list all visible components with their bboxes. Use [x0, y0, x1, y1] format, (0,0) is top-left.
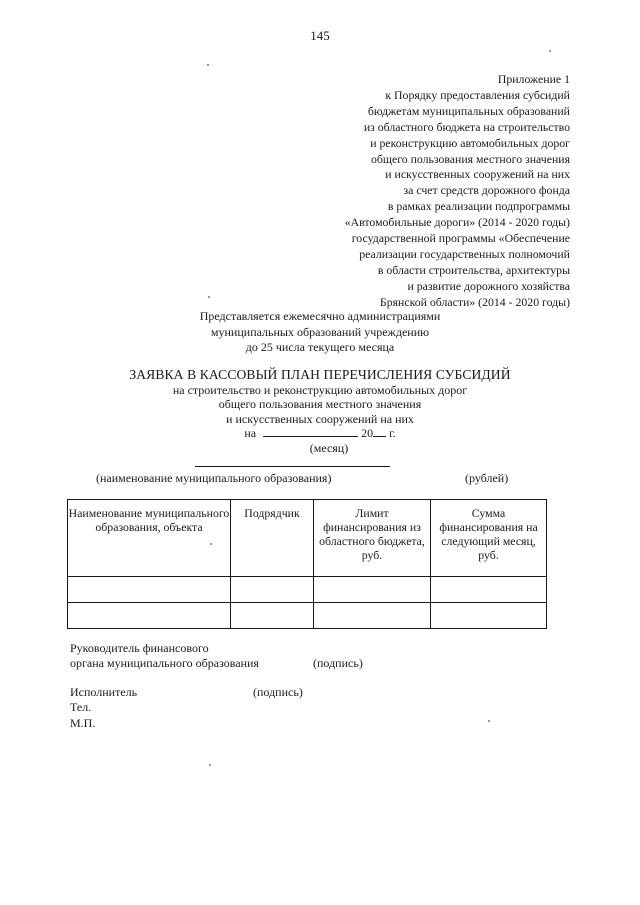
scan-speck	[209, 764, 211, 766]
scan-speck	[549, 50, 551, 52]
seal-label: М.П.	[70, 716, 96, 730]
table-cell[interactable]	[231, 577, 314, 603]
title-line: и искусственных сооружений на них	[226, 411, 414, 426]
year-blank-field[interactable]	[373, 426, 386, 437]
scan-speck	[210, 543, 212, 545]
submission-note	[0, 309, 640, 356]
appendix-line: из областного бюджета на строительство	[363, 119, 570, 134]
appendix-line: общего пользования местного значения	[370, 151, 570, 166]
document-title: ЗАЯВКА В КАССОВЫЙ ПЛАН ПЕРЕЧИСЛЕНИЯ СУБСИДИЙ	[129, 367, 511, 382]
appendix-line: за счет средств дорожного фонда	[403, 183, 570, 198]
title-line: на строительство и реконструкцию автомобильных дорог	[172, 383, 468, 397]
scan-speck	[208, 296, 210, 298]
table-header-row	[68, 500, 547, 577]
appendix-line: в рамках реализации подпрограммы	[387, 199, 570, 214]
appendix-line: бюджетам муниципальных образований	[367, 103, 570, 118]
table-cell[interactable]	[314, 603, 431, 629]
appendix-line: в области строительства, архитектуры	[377, 262, 570, 277]
head-title-line2: органа муниципального образования	[70, 656, 259, 670]
appendix-line: Приложение 1	[497, 72, 570, 86]
table-cell[interactable]	[431, 603, 547, 629]
column-header-object: Наименование муниципального образования, объекта	[68, 500, 231, 577]
table-cell[interactable]	[314, 577, 431, 603]
municipality-caption: (наименование муниципального образования)	[96, 471, 332, 485]
scan-speck	[207, 64, 209, 66]
table-cell[interactable]	[68, 577, 231, 603]
title-line: общего пользования местного значения	[218, 397, 422, 412]
request-title-block	[0, 366, 640, 455]
appendix-line: и реконструкцию автомобильных дорог	[370, 135, 570, 150]
executor-signature-caption: (подпись)	[253, 685, 303, 699]
month-caption: (месяц)	[309, 440, 349, 455]
month-blank-field[interactable]	[263, 426, 358, 437]
column-header-limit: Лимит финансирования из областного бюджета, руб.	[314, 500, 431, 577]
column-header-next-month: Сумма финансирования на следующий месяц, руб.	[431, 500, 547, 577]
units-caption: (рублей)	[465, 471, 509, 485]
table-cell[interactable]	[431, 577, 547, 603]
table-row	[68, 577, 547, 603]
phone-label: Тел.	[70, 700, 92, 714]
appendix-line: «Автомобильные дороги» (2014 - 2020 годы)	[344, 215, 570, 230]
date-line	[0, 426, 640, 440]
appendix-line: к Порядку предоставления субсидий	[385, 87, 570, 102]
date-year: 20	[361, 426, 374, 441]
executor-label: Исполнитель	[70, 685, 138, 699]
submission-line: Представляется ежемесячно администрациями	[199, 309, 441, 323]
table-cell[interactable]	[68, 603, 231, 629]
submission-line: муниципальных образований учреждению	[210, 324, 430, 339]
head-title-line1: Руководитель финансового	[70, 641, 209, 655]
subsidy-table	[67, 499, 547, 629]
appendix-line: Брянской области» (2014 - 2020 годы)	[379, 294, 570, 309]
head-signature-caption: (подпись)	[313, 656, 363, 670]
appendix-line: государственной программы «Обеспечение	[351, 231, 570, 246]
page-number: 145	[310, 28, 330, 43]
date-prefix: на	[244, 426, 257, 441]
appendix-line: и развитие дорожного хозяйства	[407, 278, 570, 293]
date-suffix: г.	[389, 426, 396, 441]
table-cell[interactable]	[231, 603, 314, 629]
appendix-header	[270, 72, 570, 311]
column-header-contractor: Подрядчик	[231, 500, 314, 577]
appendix-line: и искусственных сооружений на них	[385, 167, 570, 182]
appendix-line: реализации государственных полномочий	[359, 246, 570, 261]
table-row	[68, 603, 547, 629]
municipality-name-field[interactable]	[195, 466, 390, 467]
scan-speck	[488, 720, 490, 722]
submission-line: до 25 числа текущего месяца	[245, 340, 395, 355]
